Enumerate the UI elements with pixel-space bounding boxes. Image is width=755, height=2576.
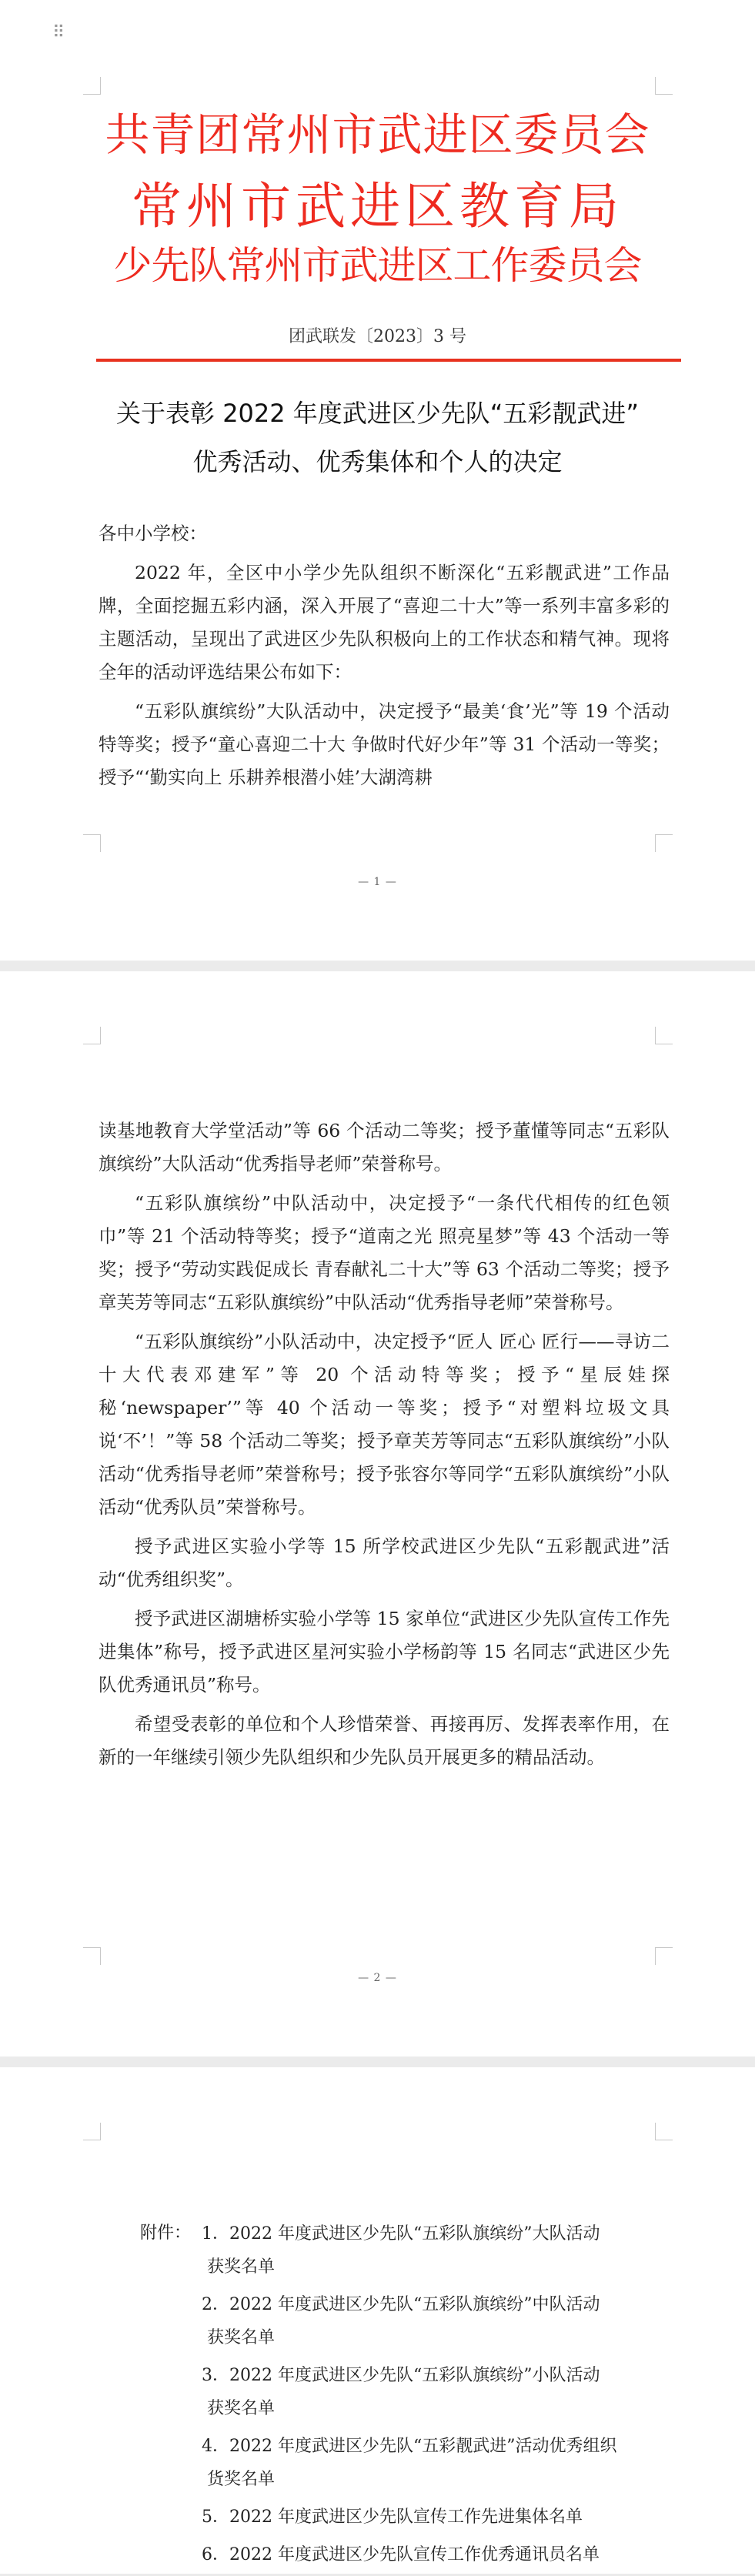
page-number: — 2 — [358,1972,397,1984]
paragraph: 授予武进区湖塘桥实验小学等 15 家单位“武进区少先队宣传工作先进集体”称号，授予武进区星河实验小学杨韵等 15 名同志“武进区少先队优秀通讯员”称号。 [99,1608,670,1696]
attachment-label: 附件： [140,2224,192,2243]
attachment-title-cont: 获奖名单 [207,2328,276,2347]
body-text-page-2 [99,1114,670,1780]
list-item [202,2430,694,2496]
header-org-2: 常州市武进区教育局 [131,178,623,236]
margin-corner-mark [655,1947,673,1965]
margin-corner-mark [655,2123,673,2140]
body-text-page-1 [99,517,670,800]
list-item [202,2217,694,2284]
paragraph: “五彩队旗缤纷”小队活动中，决定授予“匠人 匠心 匠行——寻访二十大代表邓建军”等 20 个活动特等奖；授予“星辰娃探秘‘newspaper’”等 40 个活动一等奖；授予“对塑料垃圾文具说‘不’！”等 58 个活动二等奖；授予章芙芳等同志“五彩队旗缤纷”小队活动“优秀指导老师”荣誉称号；授予张容尔等同学“五彩队旗缤纷”小队活动“优秀队员”荣誉称号。 [99,1331,670,1518]
margin-corner-mark [83,1947,101,1965]
margin-corner-mark [655,1027,673,1044]
header-org-1: 共青团常州市武进区委员会 [105,109,650,161]
page-number: — 1 — [358,876,397,888]
list-item [202,2501,694,2534]
paragraph: 希望受表彰的单位和个人珍惜荣誉、再接再厉、发挥表率作用，在新的一年继续引领少先队组织和少先队员开展更多的精品活动。 [99,1713,670,1768]
paragraph: “五彩队旗缤纷”大队活动中，决定授予“最美‘食’光”等 19 个活动特等奖；授予“童心喜迎二十大 争做时代好少年”等 31 个活动一等奖；授予“‘勤实向上 乐耕养根潜小娃’大湖湾耕 [99,700,670,788]
margin-corner-mark [83,77,101,95]
red-divider [96,359,681,362]
margin-corner-mark [83,1027,101,1044]
attachment-title: 1．2022 年度武进区少先队“五彩队旗缤纷”大队活动 [202,2224,600,2244]
attachment-title-cont: 获奖名单 [207,2399,276,2418]
margin-corner-mark [83,834,101,852]
paragraph: 授予武进区实验小学等 15 所学校武进区少先队“五彩靓武进”活动“优秀组织奖”。 [99,1535,670,1590]
document-number: 团武联发〔2023〕3 号 [289,327,466,346]
document-title-line-1: 关于表彰 2022 年度武进区少先队“五彩靓武进” [116,399,639,428]
attachment-title: 3．2022 年度武进区少先队“五彩队旗缤纷”小队活动 [202,2366,600,2385]
margin-corner-mark [655,77,673,95]
attachment-title: 5．2022 年度武进区少先队宣传工作先进集体名单 [202,2508,583,2527]
drag-handle-icon[interactable]: ⠿ [52,23,65,42]
margin-corner-mark [655,834,673,852]
paragraph: “五彩队旗缤纷”中队活动中，决定授予“一条代代相传的红色领巾”等 21 个活动特等奖；授予“道南之光 照亮星梦”等 43 个活动一等奖；授予“劳动实践促成长 青春献礼二十大”等 63 个活动二等奖；授予章芙芳等同志“五彩队旗缤纷”中队活动“优秀指导老师”荣誉称号。 [99,1192,670,1313]
attachment-title-cont: 获奖名单 [207,2257,276,2277]
paragraph: 读基地教育大学堂活动”等 66 个活动二等奖；授予董懂等同志“五彩队旗缤纷”大队活动“优秀指导老师”荣誉称号。 [99,1120,670,1174]
document-page-2 [0,971,755,2056]
attachment-list [202,2217,694,2576]
list-item [202,2288,694,2354]
attachment-title: 2．2022 年度武进区少先队“五彩队旗缤纷”中队活动 [202,2295,600,2314]
salutation: 各中小学校： [99,523,207,544]
document-title-line-2: 优秀活动、优秀集体和个人的决定 [192,447,563,476]
document-page-3 [0,2067,755,2574]
list-item [202,2359,694,2425]
attachment-title: 6．2022 年度武进区少先队宣传工作优秀通讯员名单 [202,2545,600,2564]
attachment-title-cont: 货奖名单 [207,2470,276,2489]
margin-corner-mark [83,2123,101,2140]
attachment-title: 4．2022 年度武进区少先队“五彩靓武进”活动优秀组织 [202,2437,617,2456]
document-page-1 [0,0,755,961]
header-org-3: 少先队常州市武进区工作委员会 [113,243,642,288]
paragraph: 2022 年，全区中小学少先队组织不断深化“五彩靓武进”工作品牌，全面挖掘五彩内涵，深入开展了“喜迎二十大”等一系列丰富多彩的主题活动，呈现出了武进区少先队积极向上的工作状态和精气神。现将全年的活动评选结果公布如下： [99,562,670,683]
list-item [202,2538,694,2571]
